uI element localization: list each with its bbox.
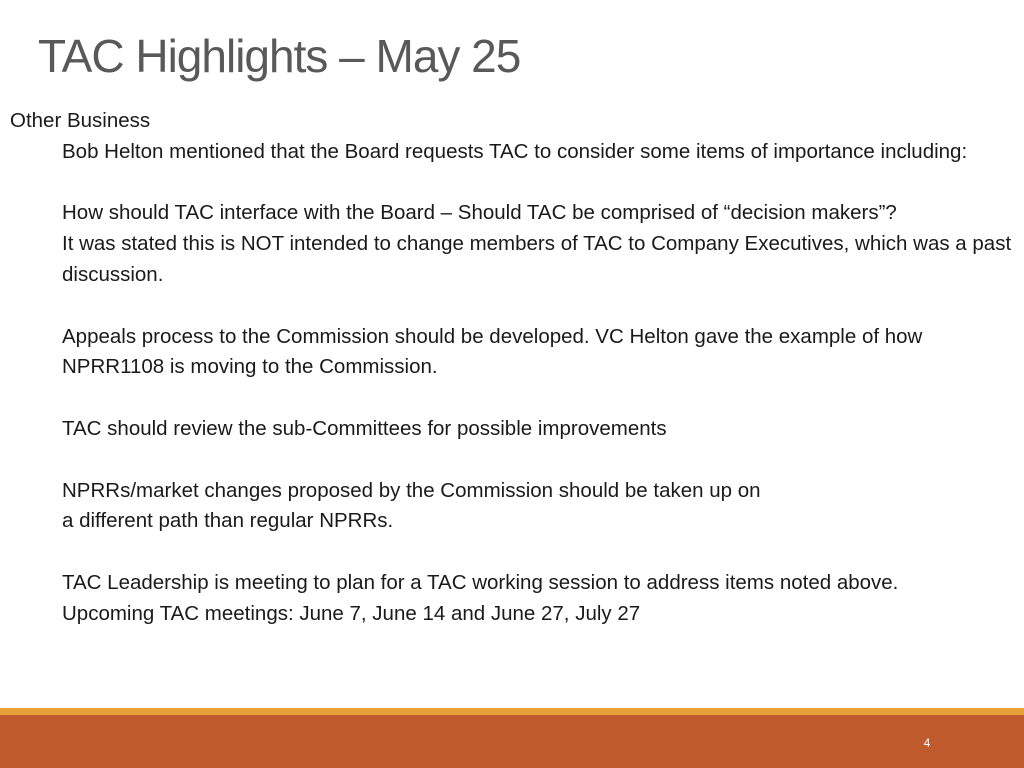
spacer	[10, 537, 1015, 568]
page-number: 4	[923, 736, 931, 750]
spacer	[10, 291, 1015, 322]
paragraph-interface-question: How should TAC interface with the Board – Should TAC be comprised of “decision makers”?	[62, 201, 897, 225]
section-heading: Other Business	[10, 109, 151, 132]
footer-accent-line	[0, 708, 1024, 715]
paragraph-intro: Bob Helton mentioned that the Board requests TAC to consider some items of importance including:	[62, 139, 968, 163]
spacer	[10, 168, 1015, 199]
footer-band	[0, 715, 1024, 768]
paragraph-upcoming-meetings: Upcoming TAC meetings: June 7, June 14 and June 27, July 27	[62, 601, 641, 625]
slide-title: TAC Highlights – May 25	[38, 30, 521, 82]
paragraph-not-intended: It was stated this is NOT intended to change members of TAC to Company Executives, which was a past discussion.	[62, 232, 1012, 286]
paragraph-subcommittees: TAC should review the sub-Committees for possible improvements	[62, 416, 667, 440]
slide-body	[10, 106, 1015, 630]
paragraph-appeals: Appeals process to the Commission should be developed. VC Helton gave the example of how NPRR1108 is moving to the Commission.	[62, 324, 923, 379]
spacer	[10, 383, 1015, 414]
paragraph-leadership: TAC Leadership is meeting to plan for a TAC working session to address items noted above.	[62, 570, 899, 594]
paragraph-nprr-line-1: NPRRs/market changes proposed by the Commission should be taken up on	[62, 478, 761, 502]
paragraph-nprr-line-2: a different path than regular NPRRs.	[62, 509, 394, 533]
spacer	[10, 445, 1015, 476]
